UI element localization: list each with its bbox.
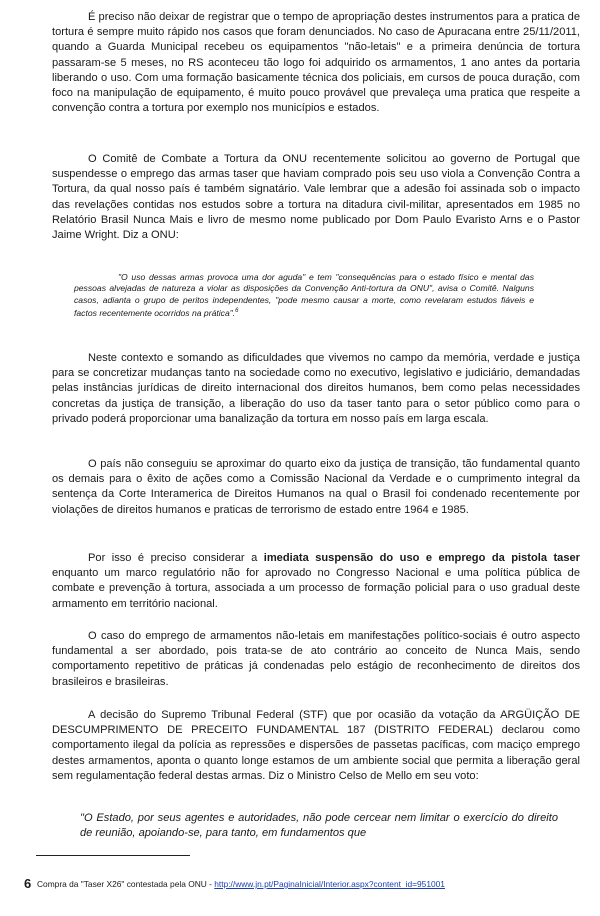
- footnote: [37, 879, 445, 889]
- paragraph-5: [52, 551, 580, 612]
- paragraph-1: É preciso não deixar de registrar que o tempo de apropriação destes instrumentos para a pratica de tortura é sempre muito rápido nos casos que foram denunciados. No caso de Apuracana entre 25/11/2011, quando a Guarda Municipal recebeu os equipamentos "não-letais" e a primeira denúncia de tortura passaram-se 5 meses, no RS aconteceu tão logo foi adquirido os armamentos, 1 ano antes da portaria liberando o uso. Com uma formação basicamente técnica dos policiais, em cursos de pouca duração, com foco na manipulação de equipamento, é muito pouco provável que prevaleça uma pratica que respeite a convenção contra a tortura por exemplo nos municípios e estados.: [52, 11, 580, 115]
- paragraph-5-start: Por isso é preciso considerar a: [88, 552, 264, 564]
- paragraph-7: A decisão do Supremo Tribunal Federal (STF) que por ocasião da votação da ARGÜIÇÃO DE DESCUMPRIMENTO DE PRECEITO FUNDAMENTAL 187 (DISTRITO FEDERAL) declarou como comportamento ilegal da polícia as repressões e dispersões de passetas pacíficas, com maciço emprego destes armamentos, aponta o quanto longe estamos de um ambiente social que permita a liberação geral sem regulamentação federal destas armas. Diz o Ministro Celso de Mello em seu voto:: [52, 709, 580, 782]
- paragraph-4: O país não conseguiu se aproximar do quarto eixo da justiça de transição, tão fundamental quanto os demais para o êxito de ações como a Comissão Nacional da Verdade e o cumprimento integral da sentença da Corte Interamerica de Direitos Humanos na qual o Brasil foi condenado recentemente por violações de direitos humanos e praticas de terrorismo de estado entre 1964 e 1985.: [52, 458, 580, 516]
- paragraph-5-end: enquanto um marco regulatório não for aprovado no Congresso Nacional e uma política pública de combate e prevenção à tortura, associada a um processo de formação policial para o uso gradual deste armamento em território nacional.: [52, 567, 580, 610]
- paragraph-6: O caso do emprego de armamentos não-letais em manifestações político-sociais é outro aspecto fundamental a ser abordado, pois trata-se de ato contrário ao conceito de Nunca Mais, sendo comportamento repetitivo de práticas já condenadas pelo estágio de reconhecimento de direitos dos brasileiros e brasileiras.: [52, 630, 580, 688]
- paragraph-5-emphasis: imediata suspensão do uso e emprego da pistola taser: [263, 552, 580, 564]
- footnote-reference[interactable]: 6: [235, 308, 239, 315]
- footnote-divider: [36, 855, 190, 856]
- footnote-number: 6: [24, 876, 32, 891]
- footnote-link[interactable]: http://www.jn.pt/PaginaInicial/Interior.aspx?content_id=951001: [214, 879, 445, 889]
- paragraph-3: Neste contexto e somando as dificuldades que vivemos no campo da memória, verdade e justiça para se concretizar mudanças tanto na sociedade como no executivo, legislativo e judiciário, demandadas pelas instâncias jurídicas de direito internacional dos direitos humanos, bem como pelas necessidades concretas da justiça de transição, a liberação do uso da taser tanto para o setor público como para o privado poderá proporcionar uma banalização da tortura em nosso país em larga escala.: [52, 352, 580, 425]
- quote-text: "O uso dessas armas provoca uma dor aguda" e tem "consequências para o estado físico e mental das pessoas alvejadas de natureza a violar as disposições da Convenção Anti-tortura da ONU", avisa o Comitê. Nalguns casos, adianta o grupo de peritos independentes, "pode mesmo causar a morte, como revelaram estudos fiáveis e factos recentemente ocorridos na prática".: [74, 272, 534, 319]
- block-quote-celso-de-mello: "O Estado, por seus agentes e autoridades, não pode cercear nem limitar o exercício do direito de reunião, apoiando-se, para tanto, em fundamentos que: [80, 812, 558, 839]
- paragraph-2: O Comitê de Combate a Tortura da ONU recentemente solicitou ao governo de Portugal que suspendesse o emprego das armas taser que haviam comprado pois seu uso viola a Convenção Contra a Tortura, da qual nosso país é também signatário. Vale lembrar que a adesão foi assinada sob o impacto das revelações contidas nos estudos sobre a tortura na ditadura civil-militar, apresentados em 1985 no Relatório Brasil Nunca Mais e livro de mesmo nome publicado por Dom Paulo Evaristo Arns e o Pastor Jaime Wright. Diz a ONU:: [52, 153, 580, 242]
- footnote-text: Compra da "Taser X26" contestada pela ONU -: [37, 879, 215, 889]
- block-quote-onu: [74, 272, 534, 319]
